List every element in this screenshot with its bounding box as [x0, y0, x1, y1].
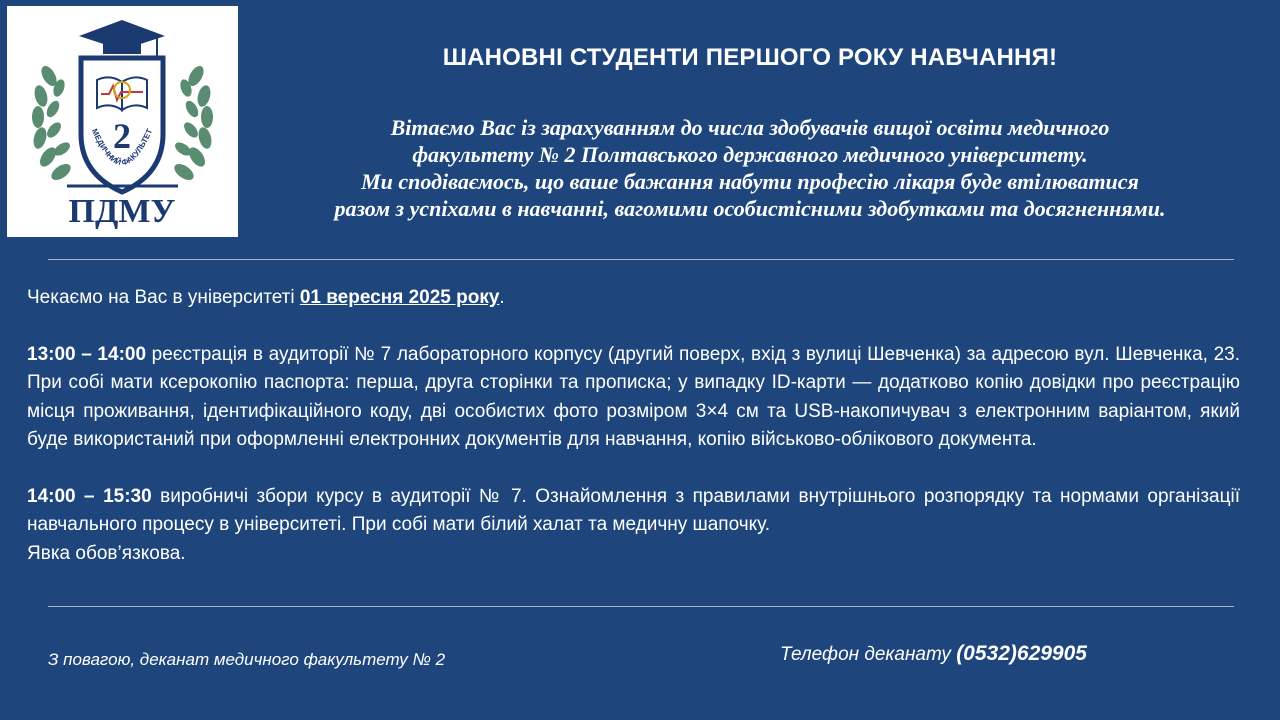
welcome-line: факультету № 2 Полтавського державного медичного університету.	[412, 142, 1088, 167]
laurel-left-icon	[31, 63, 73, 183]
invite-date: 01 вересня 2025 року	[299, 287, 500, 308]
signature: З повагою, деканат медичного факультету № 2	[48, 650, 446, 669]
welcome-line: разом з успіхами в навчанні, вагомими особистісними здобутками та досягненнями.	[334, 196, 1166, 221]
emblem-number: 2	[113, 116, 131, 156]
university-logo	[7, 6, 238, 237]
welcome-line: Ми сподіваємось, що ваше бажання набути професію лікаря буде втілюватися	[361, 169, 1139, 194]
open-book-icon	[97, 77, 147, 110]
invite-suffix: .	[499, 287, 505, 308]
dean-phone	[780, 642, 1087, 666]
registration-text: реєстрація в аудиторії № 7 лабораторного корпусу (другий поверх, вхід з вулиці Шевченка) за адресою вул. Шевченка, 23. При собі мати ксерокопію паспорта: перша, друга сторінки та прописка; у випадку ID-карти — додатково копію довідки про реєстрацію місця проживання, ідентифікаційного коду, дві особистих фото розміром 3×4 см та USB-накопичувач з електронним варіантом, який буде використаний при оформленні електронних документів для навчання, копію військово-облікового документа.	[27, 343, 1240, 450]
graduation-cap-icon	[79, 20, 165, 58]
announcement-body	[27, 284, 1240, 568]
attendance-note: Явка обов’язкова.	[27, 542, 186, 564]
phone-label: Телефон деканату	[780, 644, 957, 665]
logo-abbrev: ПДМУ	[68, 193, 176, 230]
invite-paragraph	[27, 284, 1240, 313]
logo-emblem	[7, 6, 238, 237]
page-title: ШАНОВНІ СТУДЕНТИ ПЕРШОГО РОКУ НАВЧАННЯ!	[442, 44, 1058, 71]
meeting-text: виробничі збори курсу в аудиторії № 7. Ознайомлення з правилами внутрішнього розпорядку та нормами організації навчального процесу в університеті. При собі мати білий халат та медичну шапочку.	[27, 485, 1240, 535]
registration-time: 13:00 – 14:00	[27, 343, 147, 365]
welcome-message	[240, 114, 1260, 222]
laurel-right-icon	[172, 63, 214, 183]
welcome-line: Вітаємо Вас із зарахуванням до числа здобувачів вищої освіти медичного	[390, 115, 1110, 140]
phone-number: (0532)629905	[956, 642, 1087, 665]
registration-paragraph	[27, 341, 1240, 455]
invite-prefix: Чекаємо на Вас в університеті	[27, 287, 300, 308]
divider-top	[48, 259, 1234, 260]
meeting-time: 14:00 – 15:30	[27, 485, 152, 507]
divider-bottom	[48, 606, 1234, 607]
ribbon-text: МЕДИЧНИЙ ФАКУЛЬТЕТ	[89, 127, 155, 168]
meeting-paragraph	[27, 483, 1240, 540]
